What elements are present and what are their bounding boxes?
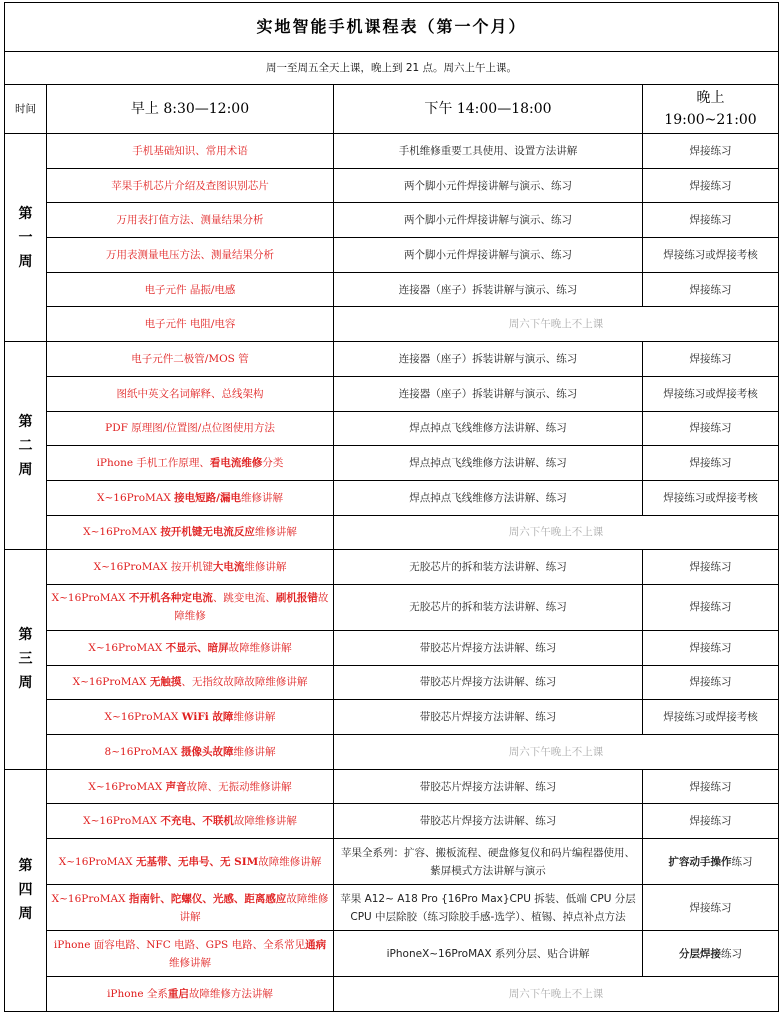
morning-cell (47, 769, 334, 804)
week-label-char: 第 (18, 205, 33, 222)
afternoon-cell: 带胶芯片焊接方法讲解、练习 (334, 804, 643, 839)
table-row (5, 550, 779, 585)
table-row (5, 168, 779, 203)
morning-cell (47, 272, 334, 307)
header-morning: 早上 8:30—12:00 (47, 85, 334, 134)
emphasis-text: 刷机报错 (275, 592, 318, 605)
emphasis-text: 不显示、暗屏 (165, 641, 229, 654)
evening-cell: 焊接练习 (643, 885, 779, 931)
table-row (5, 203, 779, 238)
text-run: 故障、无振动维修讲解 (186, 780, 292, 793)
evening-cell: 焊接练习 (643, 272, 779, 307)
table-row (5, 307, 779, 342)
text-run: PDF 原理图/位置图/点位图使用方法 (105, 422, 275, 435)
morning-cell (47, 480, 334, 515)
schedule-notice: 周一至周五全天上课，晚上到 21 点。周六上午上课。 (5, 52, 779, 85)
no-class-cell: 周六下午晚上不上课 (334, 735, 779, 770)
text-run: 万用表打值方法、测量结果分析 (116, 214, 264, 227)
text-run: 手机基础知识、常用术语 (132, 144, 248, 157)
text-run: 练习 (731, 855, 753, 868)
week-label (5, 550, 47, 769)
evening-cell: 焊接练习 (643, 769, 779, 804)
no-class-cell: 周六下午晚上不上课 (334, 307, 779, 342)
afternoon-cell: 连接器（座子）拆装讲解与演示、练习 (334, 272, 643, 307)
evening-cell: 焊接练习 (643, 203, 779, 238)
table-row (5, 272, 779, 307)
table-row (5, 584, 779, 630)
table-row (5, 931, 779, 977)
header-evening-label: 晚上 (696, 90, 725, 106)
morning-cell (47, 307, 334, 342)
morning-cell (47, 584, 334, 630)
afternoon-cell: 两个脚小元件焊接讲解与演示、练习 (334, 203, 643, 238)
week-label-char: 第 (18, 627, 33, 644)
week-label-char: 二 (18, 437, 33, 454)
table-row (5, 238, 779, 273)
table-row (5, 480, 779, 515)
table-row (5, 665, 779, 700)
evening-cell (643, 931, 779, 977)
afternoon-cell: 带胶芯片焊接方法讲解、练习 (334, 665, 643, 700)
text-run: X~16ProMAX (88, 780, 166, 793)
emphasis-text: 不开机各种定电流 (128, 592, 213, 605)
text-run: iPhone 手机工作原理、 (96, 457, 210, 470)
text-run: 8~16ProMAX (104, 745, 181, 758)
evening-cell: 焊接练习 (643, 584, 779, 630)
morning-cell (47, 238, 334, 273)
morning-cell (47, 550, 334, 585)
text-run: 维修讲解 (233, 711, 276, 724)
evening-cell: 焊接练习 (643, 134, 779, 169)
week-label-char: 周 (18, 675, 33, 692)
morning-cell (47, 168, 334, 203)
evening-cell: 焊接练习 (643, 411, 779, 446)
table-row (5, 376, 779, 411)
table-row (5, 446, 779, 481)
week-label-char: 三 (18, 651, 33, 668)
table-row (5, 885, 779, 931)
text-run: 维修讲解 (244, 561, 287, 574)
text-run: X~16ProMAX (83, 815, 161, 828)
emphasis-text: WiFi 故障 (181, 711, 234, 724)
afternoon-cell: 焊点掉点飞线维修方法讲解、练习 (334, 411, 643, 446)
course-schedule-table (4, 2, 779, 1012)
no-class-cell: 周六下午晚上不上课 (334, 515, 779, 550)
week-label-char: 第 (18, 858, 33, 875)
text-run: 维修讲解 (233, 745, 276, 758)
emphasis-text: 无基带、无串号、无 SIM (135, 855, 259, 868)
morning-cell (47, 665, 334, 700)
table-row (5, 411, 779, 446)
evening-cell (643, 839, 779, 885)
afternoon-cell: 带胶芯片焊接方法讲解、练习 (334, 700, 643, 735)
table-row (5, 342, 779, 377)
table-row (5, 735, 779, 770)
emphasis-text: 接电短路/漏电 (174, 491, 242, 504)
no-class-cell: 周六下午晚上不上课 (334, 977, 779, 1012)
page-title: 实地智能手机课程表（第一个月） (5, 3, 779, 52)
afternoon-cell: 带胶芯片焊接方法讲解、练习 (334, 769, 643, 804)
morning-cell (47, 411, 334, 446)
morning-cell (47, 446, 334, 481)
week-label (5, 769, 47, 1011)
text-run: 故障维修方法讲解 (188, 987, 273, 1000)
table-row (5, 134, 779, 169)
morning-cell (47, 804, 334, 839)
evening-cell: 焊接练习或焊接考核 (643, 376, 779, 411)
afternoon-cell: 连接器（座子）拆装讲解与演示、练习 (334, 342, 643, 377)
evening-cell: 焊接练习 (643, 804, 779, 839)
morning-cell (47, 134, 334, 169)
text-run: 电子元件二极管/MOS 管 (131, 352, 249, 365)
text-run: 维修讲解 (169, 956, 211, 969)
afternoon-cell: 无胶芯片的拆和装方法讲解、练习 (334, 584, 643, 630)
morning-cell (47, 515, 334, 550)
week-label-char: 四 (18, 882, 33, 899)
header-afternoon: 下午 14:00—18:00 (334, 85, 643, 134)
text-run: 苹果手机芯片介绍及查图识别芯片 (111, 179, 269, 192)
evening-cell: 焊接练习 (643, 342, 779, 377)
emphasis-text: 重启 (167, 987, 189, 1000)
text-run: 练习 (721, 947, 742, 960)
text-run: X~16ProMAX (51, 592, 129, 605)
table-row (5, 839, 779, 885)
afternoon-cell: iPhoneX~16ProMAX 系列分层、贴合讲解 (334, 931, 643, 977)
evening-cell: 焊接练习 (643, 550, 779, 585)
text-run: X~16ProMAX (83, 526, 161, 539)
table-row (5, 769, 779, 804)
table-row (5, 700, 779, 735)
text-run: 维修讲解 (254, 526, 297, 539)
header-evening-hours: 19:00~21:00 (664, 112, 757, 128)
text-run: 维修讲解 (241, 491, 284, 504)
text-run: 分类 (262, 457, 284, 470)
week-label-char: 第 (18, 413, 33, 430)
text-run: iPhone 面容电路、NFC 电路、GPS 电路、全系常见 (53, 938, 306, 951)
text-run: X~16ProMAX (88, 641, 166, 654)
emphasis-text: 扩容动手操作 (668, 855, 732, 868)
week-label (5, 342, 47, 550)
text-run: X~16ProMAX (51, 892, 129, 905)
text-run: 故障维修讲解 (258, 855, 322, 868)
afternoon-cell: 连接器（座子）拆装讲解与演示、练习 (334, 376, 643, 411)
emphasis-text: 看电流维修 (209, 457, 263, 470)
evening-cell: 焊接练习 (643, 446, 779, 481)
morning-cell (47, 630, 334, 665)
emphasis-text: 大电流 (212, 561, 245, 574)
text-run: 图纸中英文名词解释、总线架构 (116, 387, 264, 400)
text-run: X~16ProMAX (96, 491, 175, 504)
text-run: 、无指纹故障故障维修讲解 (181, 676, 308, 689)
emphasis-text: 无触摸 (149, 676, 182, 689)
evening-cell: 焊接练习或焊接考核 (643, 238, 779, 273)
week-label-char: 周 (18, 253, 33, 270)
text-run: X~16ProMAX (104, 711, 182, 724)
morning-cell (47, 342, 334, 377)
text-run: 、跳变电流、 (212, 592, 276, 605)
evening-cell: 焊接练习或焊接考核 (643, 480, 779, 515)
afternoon-cell: 两个脚小元件焊接讲解与演示、练习 (334, 168, 643, 203)
text-run: X~16ProMAX (58, 855, 136, 868)
evening-cell: 焊接练习或焊接考核 (643, 700, 779, 735)
text-run: 故障维修讲解 (233, 815, 297, 828)
table-row (5, 977, 779, 1012)
afternoon-cell: 带胶芯片焊接方法讲解、练习 (334, 630, 643, 665)
text-run: X~16ProMAX (72, 676, 150, 689)
table-row (5, 804, 779, 839)
week-label-char: 周 (18, 461, 33, 478)
week-label-char: 一 (18, 229, 33, 246)
morning-cell (47, 376, 334, 411)
text-run: 故障维修 (174, 592, 329, 623)
emphasis-text: 指南针、陀螺仪、光感、距离感应 (128, 892, 287, 905)
morning-cell (47, 700, 334, 735)
text-run: X~16ProMAX 按开机键 (93, 561, 213, 574)
week-label-char: 周 (18, 906, 33, 923)
morning-cell (47, 977, 334, 1012)
evening-cell: 焊接练习 (643, 168, 779, 203)
afternoon-cell: 两个脚小元件焊接讲解与演示、练习 (334, 238, 643, 273)
emphasis-text: 通病 (305, 938, 327, 951)
header-evening (643, 85, 779, 134)
evening-cell: 焊接练习 (643, 665, 779, 700)
header-time: 时间 (5, 85, 47, 134)
text-run: 故障维修讲解 (179, 892, 329, 923)
morning-cell (47, 885, 334, 931)
text-run: 电子元件 电阻/电容 (144, 318, 236, 331)
afternoon-cell: 无胶芯片的拆和装方法讲解、练习 (334, 550, 643, 585)
emphasis-text: 按开机键无电流反应 (160, 526, 255, 539)
morning-cell (47, 203, 334, 238)
morning-cell (47, 931, 334, 977)
morning-cell (47, 839, 334, 885)
afternoon-cell: 手机维修重要工具使用、设置方法讲解 (334, 134, 643, 169)
text-run: 故障维修讲解 (228, 641, 292, 654)
emphasis-text: 摄像头故障 (180, 745, 234, 758)
afternoon-cell: 焊点掉点飞线维修方法讲解、练习 (334, 446, 643, 481)
afternoon-cell: 苹果全系列：扩容、搬板流程、硬盘修复仪和码片编程器使用、紫屏模式方法讲解与演示 (334, 839, 643, 885)
emphasis-text: 声音 (165, 780, 187, 793)
table-row (5, 515, 779, 550)
evening-cell: 焊接练习 (643, 630, 779, 665)
week-label (5, 134, 47, 342)
emphasis-text: 分层焊接 (679, 947, 721, 960)
text-run: 万用表测量电压方法、测量结果分析 (106, 248, 274, 261)
morning-cell (47, 735, 334, 770)
afternoon-cell: 苹果 A12~ A18 Pro {16Pro Max}CPU 拆装、低端 CPU 分层 CPU 中层除胶（练习除胶手感-选学）、植锡、掉点补点方法 (334, 885, 643, 931)
afternoon-cell: 焊点掉点飞线维修方法讲解、练习 (334, 480, 643, 515)
text-run: iPhone 全系 (107, 987, 168, 1000)
emphasis-text: 不充电、不联机 (160, 815, 234, 828)
table-row (5, 630, 779, 665)
text-run: 电子元件 晶振/电感 (144, 283, 236, 296)
